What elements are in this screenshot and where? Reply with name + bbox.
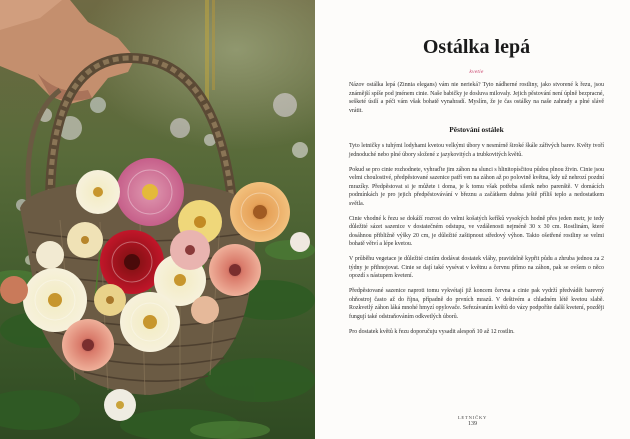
running-footer: LETNIČKY (457, 415, 488, 420)
body-paragraph: Pro dostatek květů k řezu doporučuju vysadit alespoň 10 až 12 rostlin. (349, 328, 515, 335)
intro-paragraph: Názov ostálka lepá (Zinnia elegans) vám nie nerieká? Tyto nádherné rostliny, jako stvorené k řezu, jsou známější spíše pod jménem cinie. Naše babičky je dosluva milovaly. Jejich pěstování není úplně bezpracné, sešketé úsilí a péči vám však bohatě vynahradí. Myslím, že je čas ostálky na naše zahrady a plné slávě vrátit. (349, 82, 604, 114)
text-page (315, 0, 630, 439)
page-subtitle: kvetie (469, 69, 484, 75)
body-paragraph: Tyto letničky s tuhými lodyhami kvetou velkými úbory v nesmírně široké škále zářivých barev. Květy tvoří jednoduché nebo plné úbory složené z jazykovitých a trubkovitých květů. (349, 143, 604, 158)
body-paragraph: Pokud se pro cinie rozhodnete, vyhraďte jim záhon na slunci s hlinitopísčitou půdou plnou živin. Cinie jsou velmi choulostivé, předpěstované sazenice patří ven na záhon až po polovině května, kdy už nehrozí pozdní mrazíky. Předpěstovat si je můžete i doma, je k tomu však potřeba silenk nebo parenště. V domácích podmínkách je pro jejich předpěstovávání v březnu a začátkem dubna ještě příliš teplo a nedostatkem světla. (349, 166, 604, 207)
body-paragraph: Předpěstované sazenice naproti tomu vykvétají již koncem června a cinie pak vydrží předvádět barevný ohňostroj často až do října, případně do prvních mrazů. V deštivém a chladném létě kvetou slabě. Rozkvetlý záhon láká mnohé hmyzí opylovače. Seřezávaním květů do vázy podpoříte další kvetení, později fungují také odstraňováním odkvetlých úborů. (349, 288, 604, 320)
page-number: 139 (468, 421, 477, 427)
body-paragraph: V průběhu vegetace je důležité ciniím dodávat dostatek vláhy, pravidelně kypřit půdu a zhruba jednou za 2 týdny je přihnojovat. Cinie se dají také vysévat v květnu a červnu přímo na záhon, pak se ovšem o něco opozdí s nástupem kvetení. (349, 256, 604, 279)
body-paragraph: Cinie vhodné k řezu se dokáží rozrost do velmi košatých keříků vysokých hodně přes jeden metr, je tedy důležité sázet sazenice v dostatečném odstupu, ve vzdálenosti nejméně 30 x 30 cm. Rostlinám, které dosáhnou přibližně výšky 20 cm, je důležité zaštipnout středový výhon. Takto ošetřené rostliny se velmi bohatě větví a lépe kvetou. (349, 215, 604, 247)
section-heading: Pěstování ostálek (449, 125, 504, 134)
page-folio (315, 415, 630, 427)
page-title: Ostálka lepá (422, 36, 531, 58)
